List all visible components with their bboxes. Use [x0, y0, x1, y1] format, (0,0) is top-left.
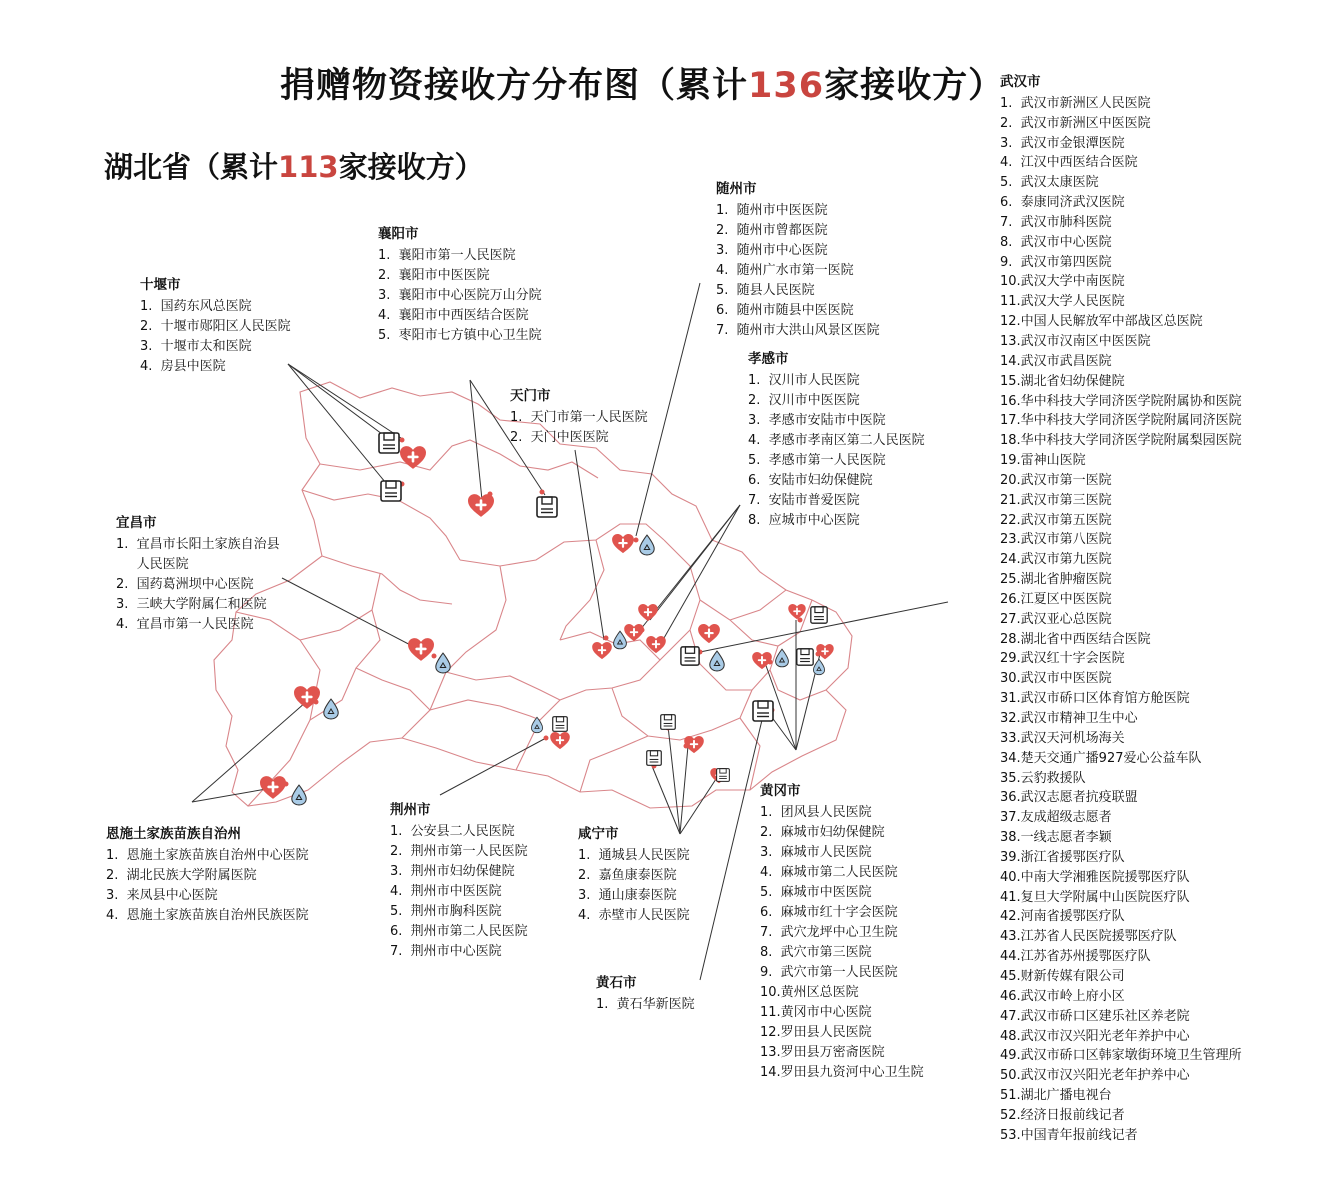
list-item: 2. 麻城市妇幼保健院 — [760, 825, 885, 840]
group-shiyan — [140, 275, 291, 377]
list-item: 11.黄冈市中心医院 — [760, 1005, 872, 1020]
list-item: 10.武汉大学中南医院 — [1000, 274, 1125, 290]
list-item: 8. 武汉市中心医院 — [1000, 234, 1112, 250]
province-count: 113 — [278, 150, 339, 184]
group-name: 天门市 — [510, 388, 551, 404]
group-list — [510, 408, 648, 448]
list-item: 4. 江汉中西医结合医院 — [1000, 155, 1138, 171]
group-list — [1000, 94, 1242, 1146]
list-item: 38.一线志愿者李颖 — [1000, 830, 1112, 846]
list-item: 7. 武穴龙坪中心卫生院 — [760, 925, 898, 940]
group-name: 荆州市 — [390, 802, 431, 818]
list-item: 9. 武穴市第一人民医院 — [760, 965, 898, 980]
list-item: 2. 随州市曾都医院 — [716, 223, 828, 238]
group-list — [716, 201, 880, 341]
group-name: 襄阳市 — [378, 226, 419, 242]
list-item: 3. 三峡大学附属仁和医院 — [116, 597, 267, 612]
list-item: 8. 应城市中心医院 — [748, 513, 860, 528]
list-item: 45.财新传媒有限公司 — [1000, 968, 1125, 984]
list-item: 4. 赤壁市人民医院 — [578, 908, 690, 923]
list-item: 4. 麻城市第二人民医院 — [760, 865, 898, 880]
list-item: 27.武汉亚心总医院 — [1000, 611, 1112, 627]
list-item: 1. 汉川市人民医院 — [748, 373, 860, 388]
list-item: 人民医院 — [116, 557, 189, 572]
list-item: 3. 武汉市金银潭医院 — [1000, 135, 1125, 151]
list-item: 1. 恩施土家族苗族自治州中心医院 — [106, 848, 309, 863]
list-item: 26.江夏区中医医院 — [1000, 591, 1112, 607]
list-item: 3. 麻城市人民医院 — [760, 845, 872, 860]
list-item: 32.武汉市精神卫生中心 — [1000, 711, 1138, 726]
list-item: 19.雷神山医院 — [1000, 453, 1086, 469]
list-item: 50.武汉市汉兴阳光老年护养中心 — [1000, 1068, 1190, 1084]
list-item: 29.武汉红十字会医院 — [1000, 651, 1125, 667]
list-item: 1. 襄阳市第一人民医院 — [378, 248, 516, 263]
list-item: 6. 麻城市红十字会医院 — [760, 905, 898, 920]
list-item: 7. 随州市大洪山风景区医院 — [716, 323, 880, 338]
list-item: 49.武汉市硚口区韩家墩街环境卫生管理所 — [1000, 1048, 1242, 1064]
list-item: 41.复旦大学附属中山医院医疗队 — [1000, 889, 1190, 905]
list-item: 2. 国药葛洲坝中心医院 — [116, 577, 254, 592]
group-list — [116, 535, 280, 635]
list-item: 4. 恩施土家族苗族自治州民族医院 — [106, 908, 309, 923]
list-item: 1. 黄石华新医院 — [596, 997, 695, 1012]
group-list — [390, 822, 528, 962]
group-name: 孝感市 — [748, 351, 789, 367]
list-item: 4. 宜昌市第一人民医院 — [116, 617, 254, 632]
list-item: 1. 通城县人民医院 — [578, 848, 690, 863]
list-item: 5. 枣阳市七方镇中心卫生院 — [378, 328, 542, 343]
list-item: 14.罗田县九资河中心卫生院 — [760, 1065, 924, 1080]
list-item: 1. 国药东风总医院 — [140, 299, 252, 314]
group-list — [106, 846, 309, 926]
group-yichang — [116, 513, 280, 635]
list-item: 30.武汉市中医医院 — [1000, 671, 1112, 687]
group-wuhan — [1000, 73, 1242, 1146]
list-item: 40.中南大学湘雅医院援鄂医疗队 — [1000, 869, 1190, 885]
group-name: 咸宁市 — [578, 826, 619, 842]
group-xiaogan — [748, 349, 925, 531]
list-item: 5. 孝感市第一人民医院 — [748, 453, 886, 468]
list-item: 5. 武汉太康医院 — [1000, 175, 1099, 191]
list-item: 2. 襄阳市中医医院 — [378, 268, 490, 283]
list-item: 43.江苏省人民医院援鄂医疗队 — [1000, 929, 1177, 945]
group-list — [378, 246, 542, 346]
list-item: 1. 宜昌市长阳土家族自治县 — [116, 537, 280, 552]
group-suizhou — [716, 179, 880, 341]
list-item: 4. 房县中医院 — [140, 359, 226, 374]
group-xiangyang — [378, 224, 542, 346]
list-item: 39.浙江省援鄂医疗队 — [1000, 849, 1125, 865]
group-name: 十堰市 — [140, 277, 181, 293]
page-title: 捐赠物资接收方分布图（累计136家接收方） — [280, 66, 1005, 106]
list-item: 44.江苏省苏州援鄂医疗队 — [1000, 949, 1151, 965]
list-item: 9. 武汉市第四医院 — [1000, 254, 1112, 270]
list-item: 3. 十堰市太和医院 — [140, 339, 252, 354]
group-name: 恩施土家族苗族自治州 — [106, 826, 241, 842]
list-item: 35.云豹救援队 — [1000, 770, 1086, 786]
group-name: 宜昌市 — [116, 515, 157, 531]
list-item: 2. 武汉市新洲区中医医院 — [1000, 115, 1151, 131]
list-item: 21.武汉市第三医院 — [1000, 492, 1112, 508]
list-item: 7. 安陆市普爱医院 — [748, 493, 860, 508]
list-item: 34.楚天交通广播927爱心公益车队 — [1000, 750, 1202, 766]
list-item: 36.武汉志愿者抗疫联盟 — [1000, 790, 1138, 806]
list-item: 4. 随州广水市第一医院 — [716, 263, 854, 278]
list-item: 12.中国人民解放军中部战区总医院 — [1000, 314, 1203, 330]
group-huanggang — [760, 781, 924, 1083]
list-item: 3. 荆州市妇幼保健院 — [390, 864, 515, 879]
list-item: 47.武汉市硚口区建乐社区养老院 — [1000, 1008, 1190, 1024]
group-list — [596, 995, 695, 1015]
list-item: 1. 随州市中医医院 — [716, 203, 828, 218]
group-list — [748, 371, 925, 531]
list-item: 6. 泰康同济武汉医院 — [1000, 195, 1125, 211]
group-list — [760, 803, 924, 1083]
list-item: 46.武汉市岭上府小区 — [1000, 988, 1125, 1004]
list-item: 2. 汉川市中医医院 — [748, 393, 860, 408]
group-name: 武汉市 — [1000, 74, 1041, 90]
list-item: 7. 荆州市中心医院 — [390, 944, 502, 959]
list-item: 10.黄州区总医院 — [760, 985, 859, 1000]
group-enshi — [106, 824, 309, 926]
list-item: 15.湖北省妇幼保健院 — [1000, 373, 1125, 389]
list-item: 4. 襄阳市中西医结合医院 — [378, 308, 529, 323]
list-item: 25.湖北省肿瘤医院 — [1000, 572, 1112, 588]
list-item: 1. 公安县二人民医院 — [390, 824, 515, 839]
group-name: 黄冈市 — [760, 783, 801, 799]
list-item: 2. 天门中医医院 — [510, 430, 609, 445]
list-item: 2. 嘉鱼康泰医院 — [578, 868, 677, 883]
list-item: 3. 通山康泰医院 — [578, 888, 677, 903]
list-item: 13.罗田县万密斋医院 — [760, 1045, 885, 1060]
list-item: 11.武汉大学人民医院 — [1000, 294, 1125, 310]
group-tianmen — [510, 386, 648, 448]
list-item: 51.湖北广播电视台 — [1000, 1088, 1112, 1104]
list-item: 3. 孝感市安陆市中医院 — [748, 413, 886, 428]
list-item: 24.武汉市第九医院 — [1000, 552, 1112, 568]
group-jingzhou — [390, 800, 528, 962]
list-item: 2. 十堰市郧阳区人民医院 — [140, 319, 291, 334]
list-item: 8. 武穴市第三医院 — [760, 945, 872, 960]
list-item: 2. 荆州市第一人民医院 — [390, 844, 528, 859]
list-item: 6. 荆州市第二人民医院 — [390, 924, 528, 939]
list-item: 6. 随州市随县中医医院 — [716, 303, 854, 318]
list-item: 33.武汉天河机场海关 — [1000, 730, 1125, 746]
list-item: 17.华中科技大学同济医学院附属同济医院 — [1000, 413, 1242, 429]
group-list — [578, 846, 690, 926]
list-item: 52.经济日报前线记者 — [1000, 1107, 1125, 1123]
list-item: 42.河南省援鄂医疗队 — [1000, 909, 1125, 925]
group-name: 黄石市 — [596, 975, 637, 991]
list-item: 14.武汉市武昌医院 — [1000, 353, 1112, 369]
list-item: 13.武汉市汉南区中医医院 — [1000, 333, 1151, 349]
list-item: 3. 来凤县中心医院 — [106, 888, 218, 903]
group-name: 随州市 — [716, 181, 757, 197]
list-item: 5. 荆州市胸科医院 — [390, 904, 502, 919]
list-item: 2. 湖北民族大学附属医院 — [106, 868, 257, 883]
group-huangshi — [596, 973, 695, 1015]
list-item: 22.武汉市第五医院 — [1000, 512, 1112, 528]
list-item: 5. 随县人民医院 — [716, 283, 815, 298]
list-item: 31.武汉市硚口区体育馆方舱医院 — [1000, 691, 1190, 707]
province-subtitle: 湖北省（累计113家接收方） — [104, 150, 484, 184]
list-item: 23.武汉市第八医院 — [1000, 532, 1112, 548]
group-list — [140, 297, 291, 377]
list-item: 53.中国青年报前线记者 — [1000, 1127, 1138, 1143]
list-item: 1. 团风县人民医院 — [760, 805, 872, 820]
list-item: 7. 武汉市肺科医院 — [1000, 214, 1112, 230]
list-item: 5. 麻城市中医医院 — [760, 885, 872, 900]
list-item: 1. 武汉市新洲区人民医院 — [1000, 95, 1151, 111]
list-item: 12.罗田县人民医院 — [760, 1025, 872, 1040]
total-count: 136 — [748, 66, 825, 106]
list-item: 4. 孝感市孝南区第二人民医院 — [748, 433, 925, 448]
list-item: 1. 天门市第一人民医院 — [510, 410, 648, 425]
list-item: 16.华中科技大学同济医学院附属协和医院 — [1000, 393, 1242, 409]
list-item: 37.友成超级志愿者 — [1000, 810, 1112, 826]
group-xianning — [578, 824, 690, 926]
list-item: 3. 襄阳市中心医院万山分院 — [378, 288, 542, 303]
list-item: 4. 荆州市中医医院 — [390, 884, 502, 899]
list-item: 18.华中科技大学同济医学院附属梨园医院 — [1000, 433, 1242, 449]
list-item: 6. 安陆市妇幼保健院 — [748, 473, 873, 488]
list-item: 20.武汉市第一医院 — [1000, 472, 1112, 488]
list-item: 3. 随州市中心医院 — [716, 243, 828, 258]
list-item: 28.湖北省中西医结合医院 — [1000, 631, 1151, 647]
list-item: 48.武汉市汉兴阳光老年养护中心 — [1000, 1028, 1190, 1044]
